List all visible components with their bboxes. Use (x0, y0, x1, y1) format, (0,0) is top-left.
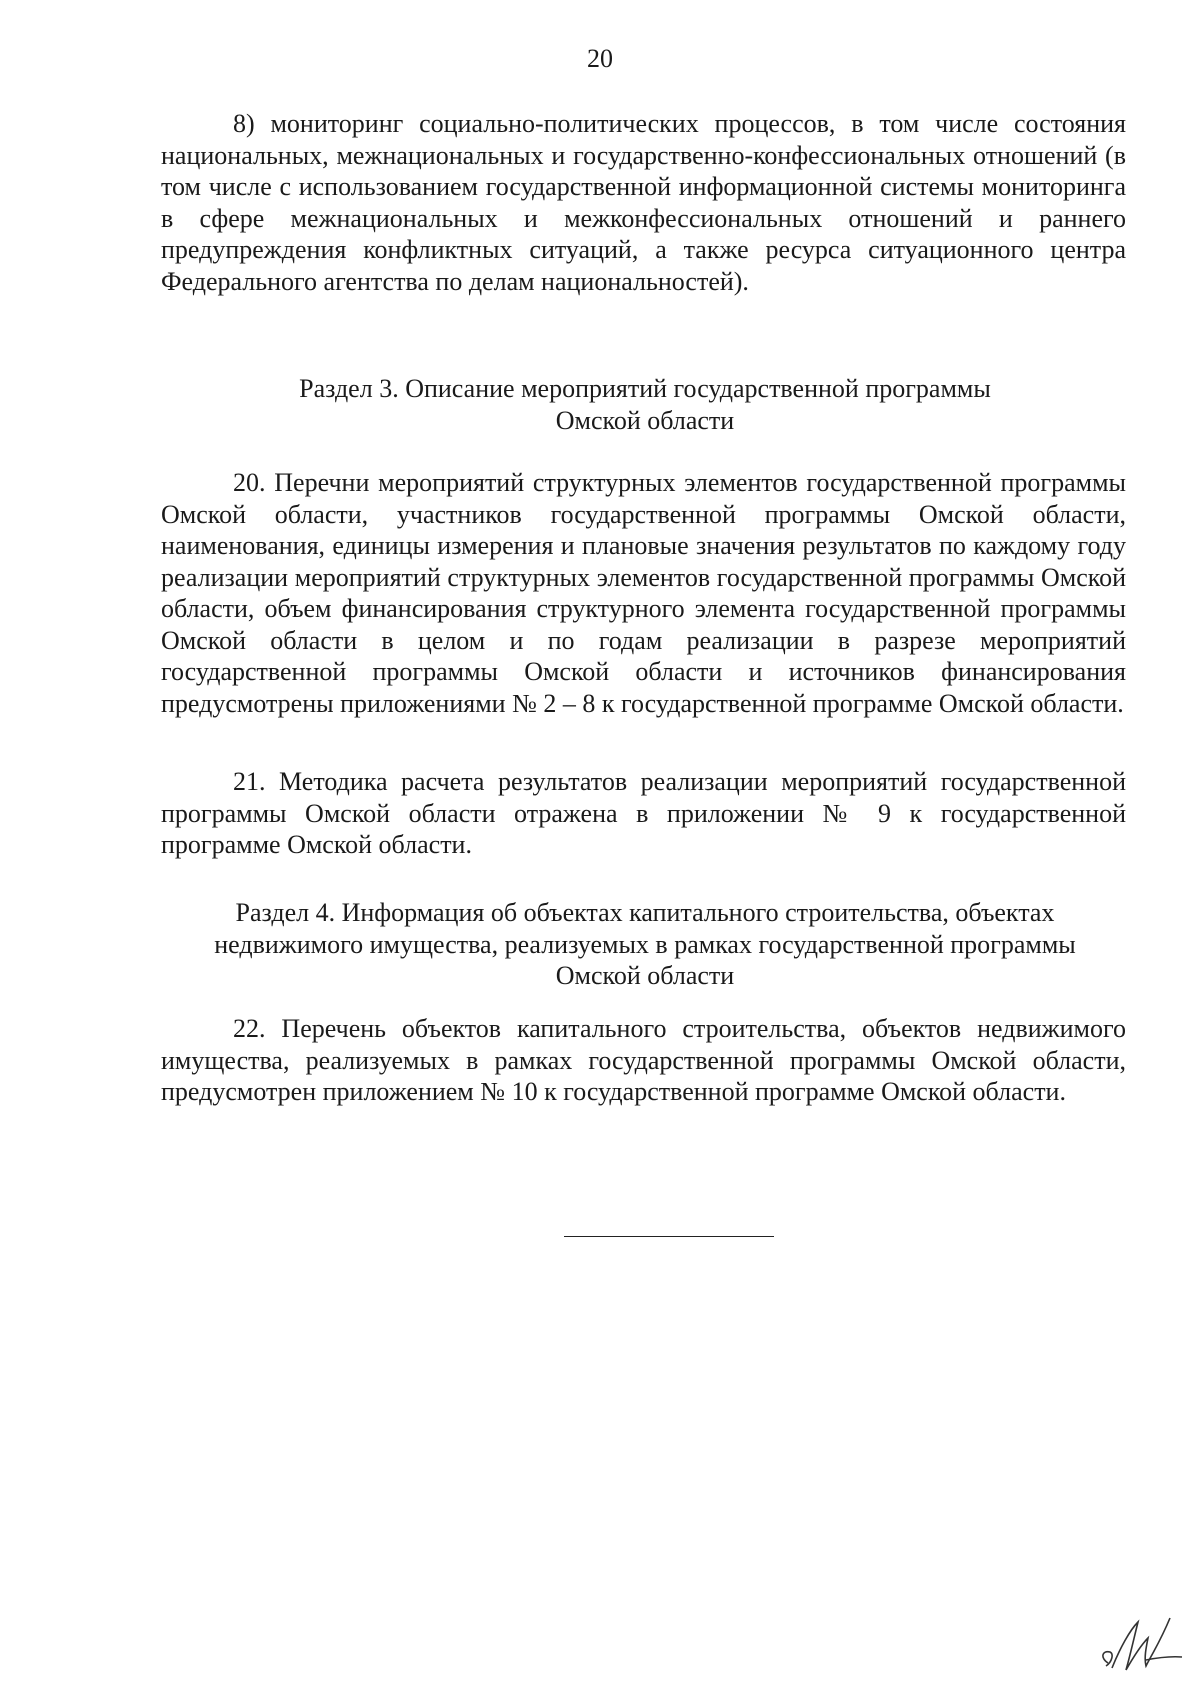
paragraph-21: 21. Методика расчета результатов реализации мероприятий государственной программы Омской области отражена в приложении № 9 к государственной программе Омской области. (161, 767, 1126, 859)
section-3-heading (150, 373, 1140, 436)
paragraph-monitoring: 8) мониторинг социально-политических процессов, в том числе состояния национальных, межнациональных и государственно-конфессиональных отношений (в том числе с использованием государственной информационной системы мониторинга в сфере межнациональных и межконфессиональных отношений и раннего предупреждения конфликтных ситуаций, а также ресурса ситуационного центра Федерального агентства по делам национальностей). (161, 109, 1126, 296)
page-number: 20 (587, 44, 613, 73)
section-4-heading-line-2: недвижимого имущества, реализуемых в рамках государственной программы (214, 929, 1076, 959)
section-4-heading-line-1: Раздел 4. Информация об объектах капитального строительства, объектах (235, 898, 1055, 927)
end-of-text-rule (564, 1236, 774, 1237)
section-3-heading-line-1: Раздел 3. Описание мероприятий государственной программы (299, 374, 991, 403)
handwritten-initials-signature (1090, 1608, 1185, 1678)
section-4-heading (150, 897, 1140, 992)
section-4-heading-line-3: Омской области (555, 961, 735, 990)
paragraph-22: 22. Перечень объектов капитального строительства, объектов недвижимого имущества, реализуемых в рамках государственной программы Омской области, предусмотрен приложением № 10 к государственной программе Омской области. (161, 1014, 1126, 1106)
section-3-heading-line-2: Омской области (555, 405, 735, 435)
paragraph-20: 20. Перечни мероприятий структурных элементов государственной программы Омской области, участников государственной программы Омской области, наименования, единицы измерения и плановые значения результатов по каждому году реализации мероприятий структурных элементов государственной программы Омской области, объем финансирования структурного элемента государственной программы Омской области в целом и по годам реализации в разрезе мероприятий государственной программы Омской области и источников финансирования предусмотрены приложениями № 2 – 8 к государственной программе Омской области. (161, 468, 1126, 718)
